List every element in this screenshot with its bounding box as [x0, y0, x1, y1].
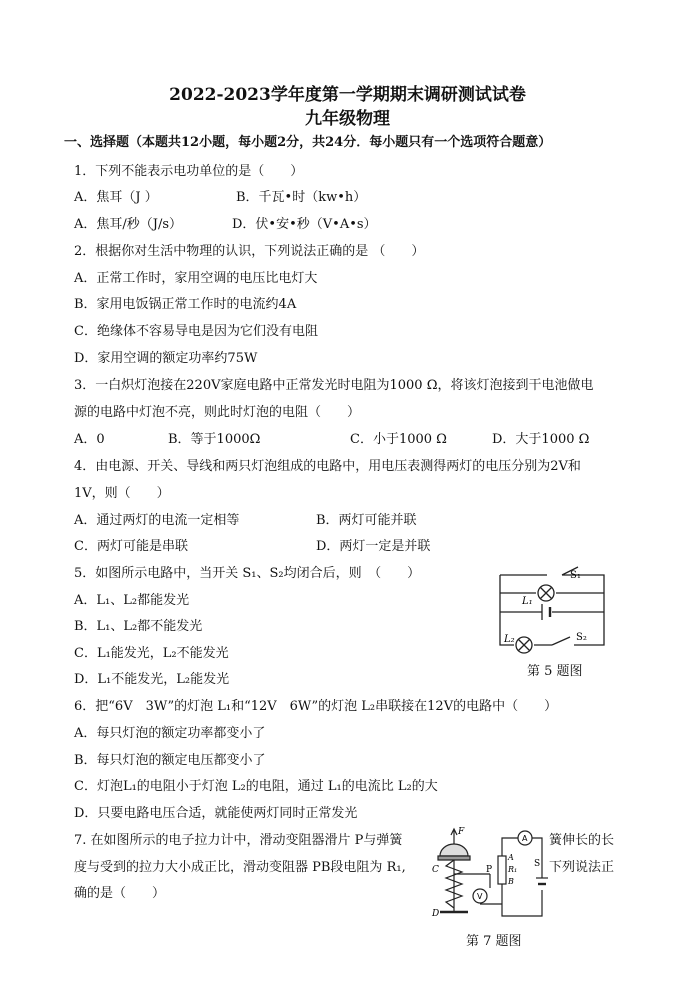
- ammeter-label: A: [522, 834, 528, 843]
- label-r1: R₁: [508, 865, 518, 874]
- q5-figure-caption: 第 5 题图: [527, 664, 583, 679]
- pull-plate: [438, 856, 470, 860]
- q7-stem-line2-end: 下列说法正: [549, 860, 615, 875]
- q3-option-d: D．大于1000 Ω: [492, 432, 590, 447]
- q1-option-d: D．伏•安•秒（V•A•s）: [232, 217, 377, 232]
- q5-option-a: A．L₁、L₂都能发光: [74, 593, 190, 608]
- section-heading: 一、选择题（本题共12小题，每小题2分，共24分．每小题只有一个选项符合题意）: [64, 135, 552, 150]
- label-b: B: [508, 877, 514, 886]
- q1-stem: 1．下列不能表示电功单位的是（ ）: [74, 164, 304, 179]
- label-s: S: [534, 859, 541, 869]
- q3-stem-line1: 3．一白炽灯泡接在220V家庭电路中正常发光时电阻为1000 Ω，将该灯泡接到干电池做电: [74, 378, 594, 393]
- label-d: D: [432, 909, 440, 919]
- q1-option-a: A．焦耳（J ）: [74, 190, 158, 205]
- q6-option-b: B．每只灯泡的额定电压都变小了: [74, 753, 266, 768]
- q3-option-b: B．等于1000Ω: [168, 432, 261, 447]
- q5-stem: 5．如图所示电路中，当开关 S₁、S₂均闭合后，则 （ ）: [74, 566, 421, 581]
- label-c: C: [432, 865, 439, 875]
- lamp-l2-cross: [518, 639, 530, 651]
- label-p: P: [486, 865, 493, 875]
- q2-option-a: A．正常工作时，家用空调的电压比电灯大: [74, 271, 318, 286]
- voltmeter-label: V: [477, 892, 483, 901]
- q5-circuit-diagram: [492, 560, 612, 660]
- q5-option-c: C．L₁能发光，L₂不能发光: [74, 646, 229, 661]
- q3-stem-line2: 源的电路中灯泡不亮，则此时灯泡的电阻（ ）: [74, 405, 361, 420]
- q2-option-c: C．绝缘体不容易导电是因为它们没有电阻: [74, 324, 318, 339]
- q3-option-a: A．0: [74, 432, 105, 447]
- q7-stem-line1-end: 簧伸长的长: [549, 833, 615, 848]
- q7-figure-caption: 第 7 题图: [466, 934, 522, 949]
- q2-option-d: D．家用空调的额定功率约75W: [74, 351, 258, 366]
- q2-option-b: B．家用电饭锅正常工作时的电流约4A: [74, 297, 297, 312]
- q2-stem: 2．根据你对生活中物理的认识，下列说法正确的是 （ ）: [74, 244, 425, 259]
- label-f: F: [458, 827, 465, 837]
- switch-s2: [552, 637, 570, 645]
- q5-option-d: D．L₁不能发光，L₂能发光: [74, 672, 230, 687]
- q7-stem-line3: 确的是（ ）: [74, 886, 166, 901]
- q1-option-c: A．焦耳/秒（J/s）: [74, 217, 183, 232]
- q6-option-a: A．每只灯泡的额定功率都变小了: [74, 726, 266, 741]
- wire: [500, 575, 604, 645]
- q7-stem-line1: 7. 在如图所示的电子拉力计中，滑动变阻器滑片 P与弹簧: [74, 833, 403, 848]
- label-a: A: [508, 853, 514, 862]
- exam-subtitle: 九年级物理: [305, 109, 390, 129]
- q4-stem-line2: 1V，则（ ）: [74, 486, 170, 501]
- exam-title: 2022-2023学年度第一学期期末调研测试试卷: [169, 85, 526, 105]
- q3-option-c: C．小于1000 Ω: [350, 432, 447, 447]
- q6-stem: 6．把“6V 3W”的灯泡 L₁和“12V 6W”的灯泡 L₂串联接在12V的电路中（ ）: [74, 699, 558, 714]
- q6-option-d: D．只要电路电压合适，就能使两灯同时正常发光: [74, 806, 358, 821]
- q4-option-b: B．两灯可能并联: [316, 513, 417, 528]
- pull-handle: [440, 844, 468, 856]
- q7-circuit-diagram: [424, 826, 554, 926]
- q4-option-c: C．两灯可能是串联: [74, 539, 188, 554]
- q4-stem-line1: 4．由电源、开关、导线和两只灯泡组成的电路中，用电压表测得两灯的电压分别为2V和: [74, 459, 581, 474]
- label-s1: S₁: [570, 570, 581, 581]
- q4-option-d: D．两灯一定是并联: [316, 539, 431, 554]
- lamp-l1-cross: [540, 587, 552, 599]
- q1-option-b: B．千瓦•时（kw•h）: [236, 190, 367, 205]
- label-l2: L₂: [504, 634, 515, 645]
- label-s2: S₂: [576, 632, 587, 643]
- q4-option-a: A．通过两灯的电流一定相等: [74, 513, 240, 528]
- q7-stem-line2: 度与受到的拉力大小成正比，滑动变阻器 PB段电阻为 R₁,: [74, 860, 406, 875]
- rheostat: [498, 856, 506, 884]
- label-l1: L₁: [522, 596, 533, 607]
- q6-option-c: C．灯泡L₁的电阻小于灯泡 L₂的电阻，通过 L₁的电流比 L₂的大: [74, 779, 438, 794]
- q5-option-b: B．L₁、L₂都不能发光: [74, 619, 203, 634]
